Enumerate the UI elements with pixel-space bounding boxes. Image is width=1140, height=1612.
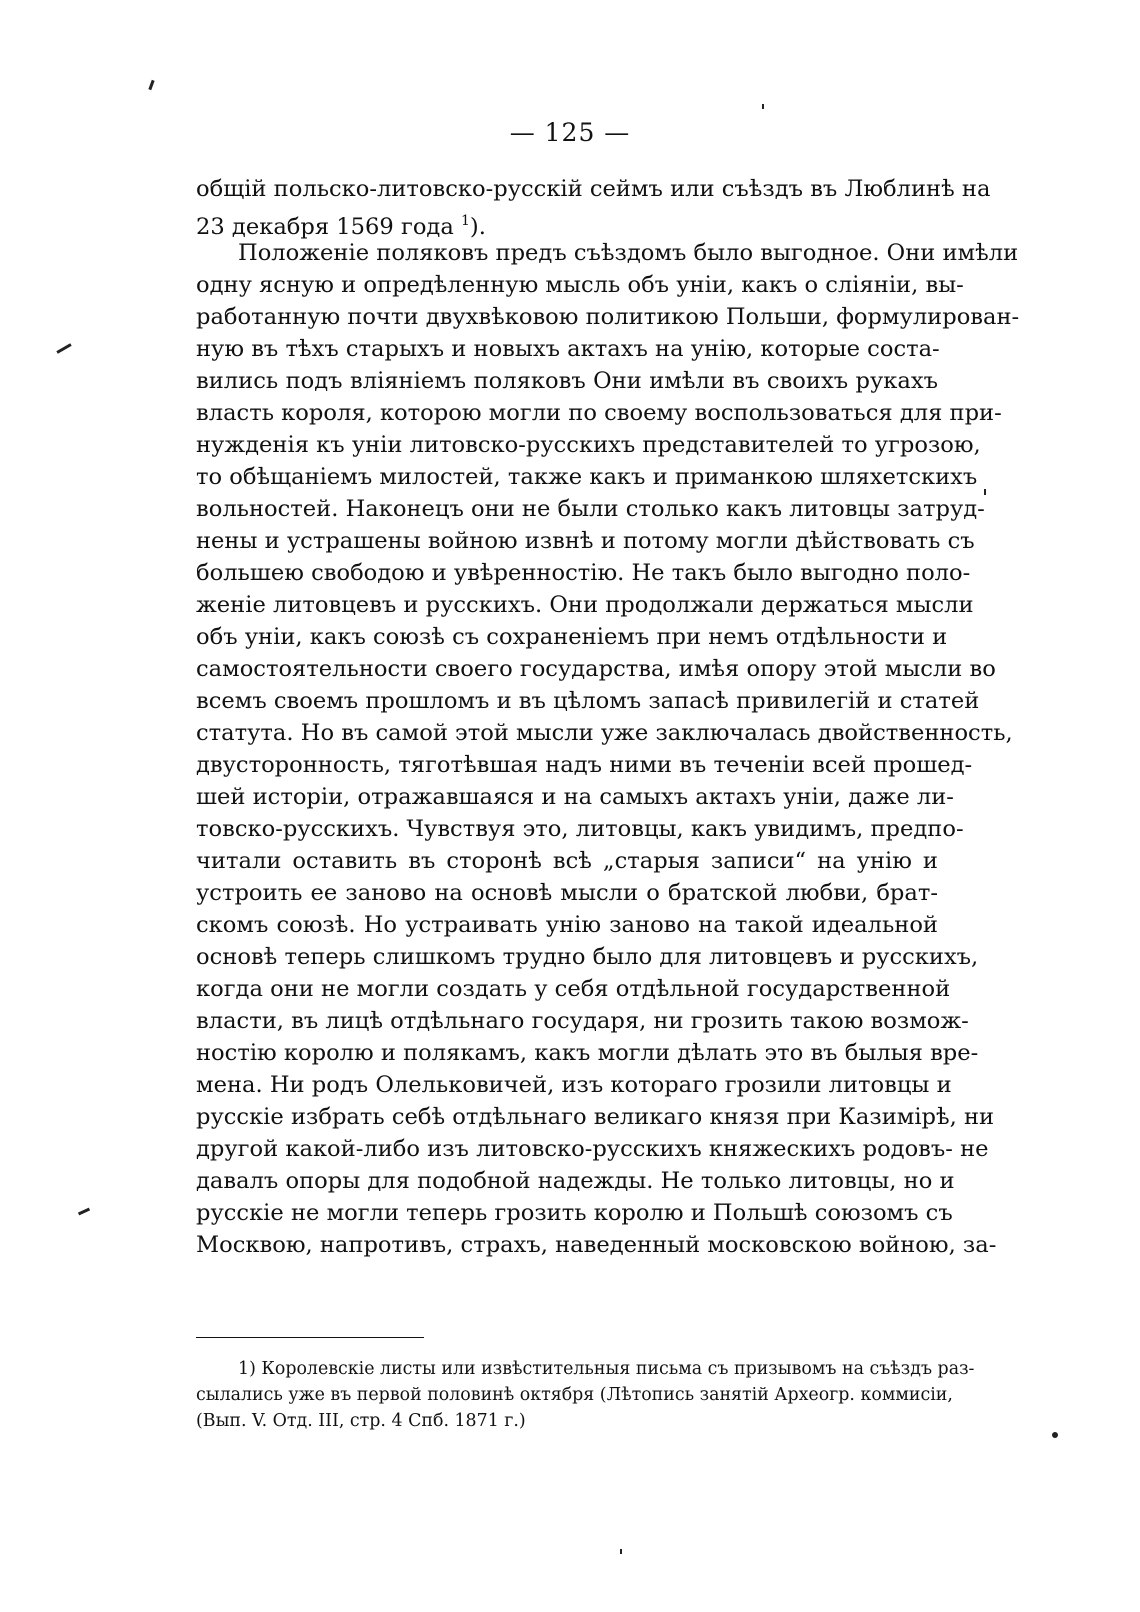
text-line: двусторонность, тяготѣвшая надъ ними въ теченіи всей прошед- xyxy=(196,752,973,778)
footnote-marker: 1) xyxy=(238,1359,256,1379)
footnote-text: Королевскіе листы или извѣстительныя письма съ призывомъ на съѣздъ раз- xyxy=(261,1359,975,1379)
text-line: власти, въ лицѣ отдѣльнаго государя, ни грозить такою возмож- xyxy=(196,1008,969,1034)
text-line: работанную почти двухвѣковою политикою Польши, формулирован- xyxy=(196,304,1020,330)
text-line: скомъ союзѣ. Но устраивать унію заново на такой идеальной xyxy=(196,912,938,938)
text-line: большею свободою и увѣренностію. Не такъ было выгодно поло- xyxy=(196,560,971,586)
text-line: товско-русскихъ. Чувствуя это, литовцы, какъ увидимъ, предпо- xyxy=(196,816,964,842)
text-line: устроить ее заново на основѣ мысли о братской любви, брат- xyxy=(196,880,938,906)
text-line: статута. Но въ самой этой мысли уже заключалась двойственность, xyxy=(196,720,1013,746)
scan-speck xyxy=(148,80,154,90)
footnote-reference: 1 xyxy=(461,213,470,229)
text-line: шей исторіи, отражавшаяся и на самыхъ актахъ уніи, даже ли- xyxy=(196,784,954,810)
text-line: всемъ своемъ прошломъ и въ цѣломъ запасѣ привилегій и статей xyxy=(196,688,980,714)
text-line: то обѣщаніемъ милостей, также какъ и приманкою шляхетскихъ xyxy=(196,464,978,490)
text-line: женіе литовцевъ и русскихъ. Они продолжали держаться мысли xyxy=(196,592,974,618)
scan-speck xyxy=(984,489,986,495)
text-line: русскіе не могли теперь грозить королю и Польшѣ союзомъ съ xyxy=(196,1200,953,1226)
text-line: давалъ опоры для подобной надежды. Не только литовцы, но и xyxy=(196,1168,955,1194)
footnote-line xyxy=(238,1356,975,1382)
text-line: объ уніи, какъ союзѣ съ сохраненіемъ при немъ отдѣльности и xyxy=(196,624,948,650)
text-fragment: ). xyxy=(469,214,486,240)
footnote-line: (Вып. V. Отд. III, стр. 4 Спб. 1871 г.) xyxy=(196,1411,526,1431)
text-line: другой какой-либо изъ литовско-русскихъ княжескихъ родовъ- не xyxy=(196,1136,989,1162)
scan-speck xyxy=(56,343,71,354)
footnote-line: сылались уже въ первой половинѣ октября (Лѣтопись занятій Археогр. коммисіи, xyxy=(196,1385,953,1405)
text-line: мена. Ни родъ Олельковичей, изъ котораго грозили литовцы и xyxy=(196,1072,952,1098)
scan-speck xyxy=(78,1208,90,1216)
text-line: читали оставить въ сторонѣ всѣ „старыя записи“ на унію и xyxy=(196,848,938,874)
text-fragment: 23 декабря 1569 года xyxy=(196,214,454,240)
scan-speck xyxy=(620,1549,622,1554)
page-number: — 125 — xyxy=(509,118,631,147)
text-line: общій польско-литовско-русскій сеймъ или съѣздъ въ Люблинѣ на xyxy=(196,176,991,202)
text-line: ную въ тѣхъ старыхъ и новыхъ актахъ на унію, которые соста- xyxy=(196,336,940,362)
text-line: русскіе избрать себѣ отдѣльнаго великаго князя при Казимірѣ, ни xyxy=(196,1104,995,1130)
text-line: Положеніе поляковъ предъ съѣздомъ было выгодное. Они имѣли xyxy=(238,240,1019,266)
text-line: Москвою, напротивъ, страхъ, наведенный московскою войною, за- xyxy=(196,1232,997,1258)
text-line: когда они не могли создать у себя отдѣльной государственной xyxy=(196,976,951,1002)
text-line: одну ясную и опредѣленную мысль объ уніи, какъ о сліяніи, вы- xyxy=(196,272,964,298)
text-line: нены и устрашены войною извнѣ и потому могли дѣйствовать съ xyxy=(196,528,975,554)
scan-speck xyxy=(1052,1432,1058,1438)
text-line: основѣ теперь слишкомъ трудно было для литовцевъ и русскихъ, xyxy=(196,944,979,970)
text-line: самостоятельности своего государства, имѣя опору этой мысли во xyxy=(196,656,996,682)
scan-speck xyxy=(762,104,764,109)
text-line: вольностей. Наконецъ они не были столько какъ литовцы затруд- xyxy=(196,496,985,522)
text-line: власть короля, которою могли по своему воспользоваться для при- xyxy=(196,400,1002,426)
footnote-separator xyxy=(196,1337,424,1338)
text-line: вились подъ вліяніемъ поляковъ Они имѣли въ своихъ рукахъ xyxy=(196,368,938,394)
text-line: нужденія къ уніи литовско-русскихъ представителей то угрозою, xyxy=(196,432,981,458)
text-line: ностію королю и полякамъ, какъ могли дѣлать это въ былыя вре- xyxy=(196,1040,979,1066)
